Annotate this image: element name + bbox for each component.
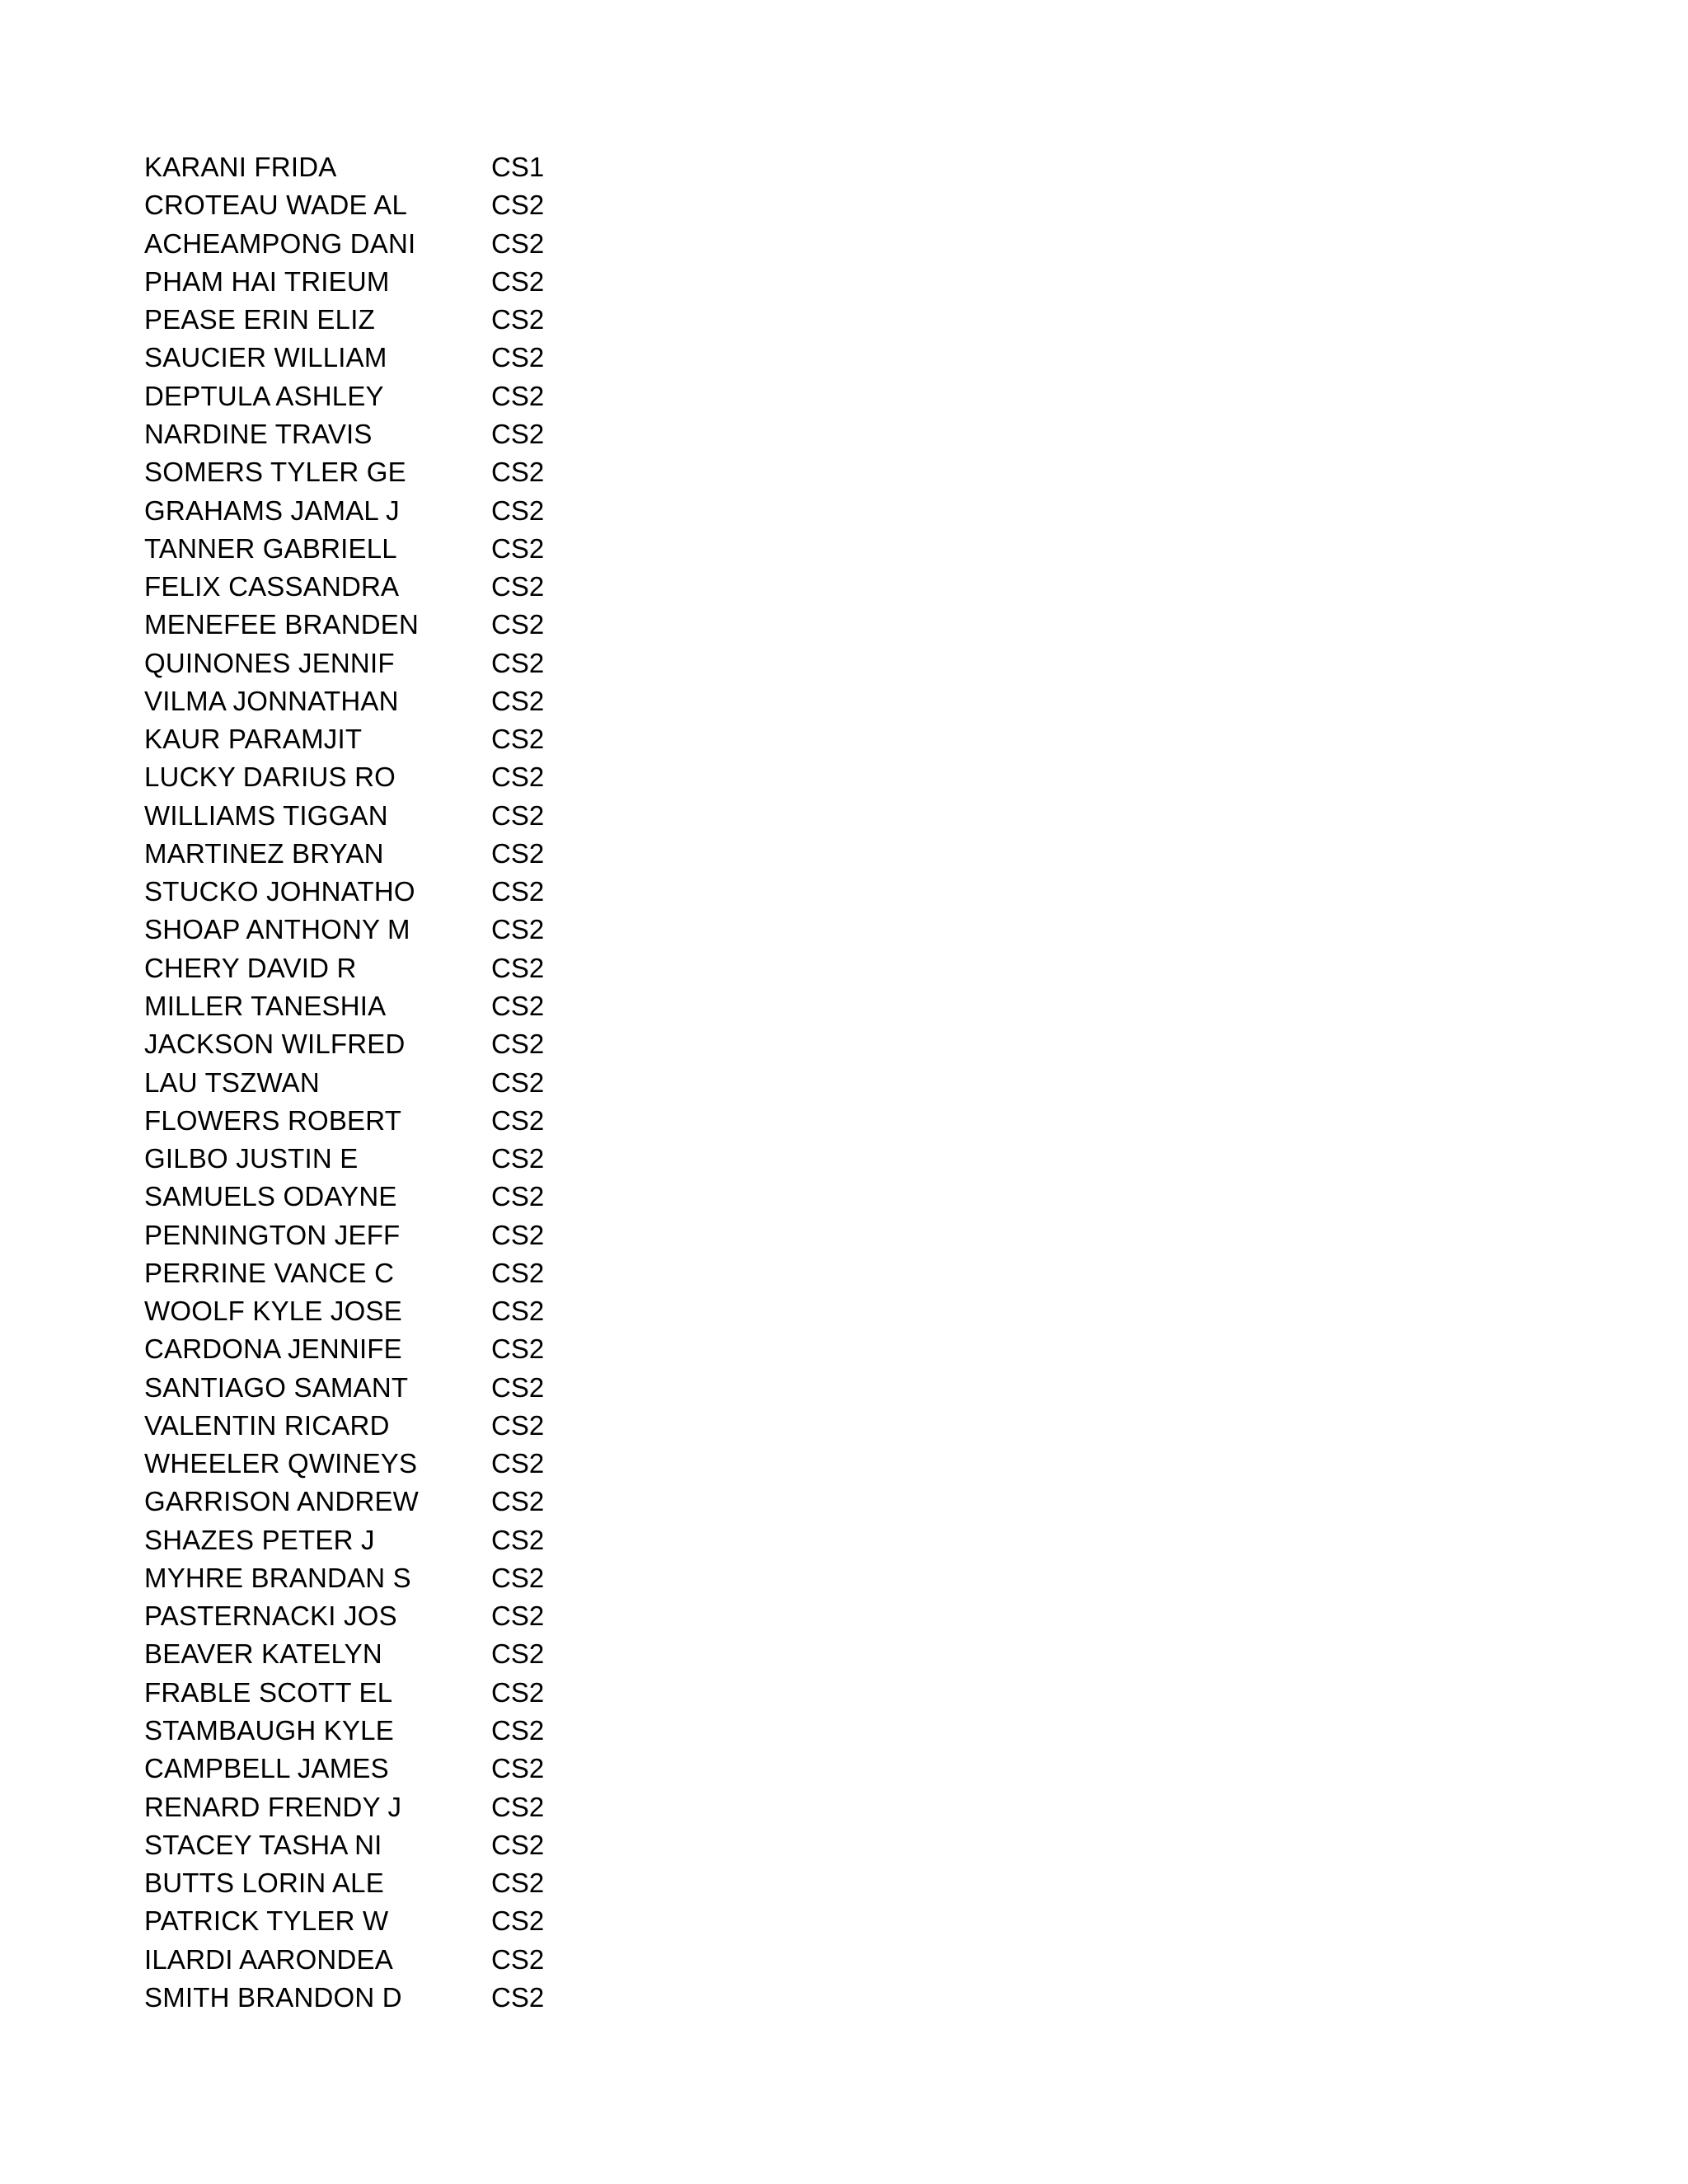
roster-code: CS2: [491, 799, 545, 831]
roster-row: [144, 682, 574, 720]
roster-row: [144, 758, 574, 796]
roster-name: NARDINE TRAVIS: [144, 418, 373, 449]
roster-name: CARDONA JENNIFE: [144, 1333, 402, 1365]
roster-name: PEASE ERIN ELIZ: [144, 304, 375, 335]
roster-name: STUCKO JOHNATHO: [144, 876, 415, 907]
roster-code: CS2: [491, 876, 545, 907]
roster-name: JACKSON WILFRED: [144, 1029, 406, 1060]
roster-name: BEAVER KATELYN: [144, 1638, 382, 1670]
roster-code: CS2: [491, 1486, 545, 1517]
roster-code: CS2: [491, 457, 545, 488]
roster-code: CS2: [491, 609, 545, 640]
roster-code: CS2: [491, 1296, 545, 1327]
roster-name: GRAHAMS JAMAL J: [144, 494, 400, 526]
roster-name: PENNINGTON JEFF: [144, 1219, 401, 1250]
roster-name: ILARDI AARONDEA: [144, 1943, 393, 1975]
roster-name: DEPTULA ASHLEY: [144, 380, 384, 411]
roster-name: SHOAP ANTHONY M: [144, 914, 410, 945]
roster-row: [144, 1369, 574, 1407]
roster-code: CS2: [491, 1143, 545, 1174]
roster-name: CHERY DAVID R: [144, 952, 357, 983]
roster-code: CS2: [491, 265, 545, 297]
roster-row: [144, 1979, 574, 2017]
roster-row: [144, 1292, 574, 1330]
roster-code: CS2: [491, 1981, 545, 2013]
roster-code: CS2: [491, 1715, 545, 1746]
roster-name: SHAZES PETER J: [144, 1524, 375, 1555]
roster-row: [144, 225, 574, 263]
roster-row: [144, 1407, 574, 1445]
roster-code: CS2: [491, 1791, 545, 1822]
roster-name: LAU TSZWAN: [144, 1066, 320, 1098]
roster-name: GILBO JUSTIN E: [144, 1143, 359, 1174]
roster-name: ACHEAMPONG DANI: [144, 227, 416, 259]
roster-row: [144, 1330, 574, 1368]
roster-code: CS2: [491, 1029, 545, 1060]
roster-name: PASTERNACKI JOS: [144, 1601, 397, 1632]
roster-name: FELIX CASSANDRA: [144, 571, 400, 602]
roster-name: MILLER TANESHIA: [144, 990, 387, 1021]
roster-row: [144, 797, 574, 835]
roster-code: CS2: [491, 1104, 545, 1136]
roster-row: [144, 1788, 574, 1825]
roster-row: [144, 1521, 574, 1559]
roster-code: CS2: [491, 494, 545, 526]
roster-row: [144, 1254, 574, 1292]
roster-code: CS2: [491, 837, 545, 869]
roster-row: [144, 1902, 574, 1940]
roster-row: [144, 873, 574, 911]
roster-row: [144, 1025, 574, 1063]
roster-name: SAUCIER WILLIAM: [144, 342, 387, 373]
roster-row: [144, 339, 574, 377]
roster-name: BUTTS LORIN ALE: [144, 1868, 384, 1899]
roster-code: CS2: [491, 190, 545, 221]
roster-row: [144, 1559, 574, 1597]
roster-name: STAMBAUGH KYLE: [144, 1715, 394, 1746]
roster-name: CROTEAU WADE AL: [144, 190, 407, 221]
roster-name: SMITH BRANDON D: [144, 1981, 402, 2013]
roster-name: KAUR PARAMJIT: [144, 724, 363, 755]
roster-code: CS2: [491, 1829, 545, 1860]
roster-name: QUINONES JENNIF: [144, 647, 395, 678]
roster-code: CS2: [491, 1638, 545, 1670]
roster-row: [144, 987, 574, 1025]
roster-code: CS2: [491, 1753, 545, 1784]
roster-name: CAMPBELL JAMES: [144, 1753, 389, 1784]
roster-code: CS2: [491, 1219, 545, 1250]
roster-code: CS2: [491, 1448, 545, 1479]
roster-row: [144, 1712, 574, 1750]
roster-code: CS2: [491, 304, 545, 335]
roster-code: CS2: [491, 1905, 545, 1937]
roster-code: CS1: [491, 152, 545, 183]
roster-name: STACEY TASHA NI: [144, 1829, 382, 1860]
roster-name: MYHRE BRANDAN S: [144, 1562, 411, 1593]
roster-row: [144, 835, 574, 873]
roster-name: VILMA JONNATHAN: [144, 685, 399, 716]
roster-name: FLOWERS ROBERT: [144, 1104, 402, 1136]
roster-code: CS2: [491, 952, 545, 983]
roster-row: [144, 530, 574, 568]
roster-code: CS2: [491, 724, 545, 755]
roster-row: [144, 1178, 574, 1216]
roster-name: RENARD FRENDY J: [144, 1791, 402, 1822]
roster-name: LUCKY DARIUS RO: [144, 762, 396, 793]
roster-name: KARANI FRIDA: [144, 152, 337, 183]
roster-row: [144, 1140, 574, 1178]
roster-code: CS2: [491, 1562, 545, 1593]
roster-name: SAMUELS ODAYNE: [144, 1181, 397, 1212]
roster-code: CS2: [491, 1257, 545, 1288]
roster-code: CS2: [491, 227, 545, 259]
roster-code: CS2: [491, 532, 545, 564]
roster-code: CS2: [491, 1868, 545, 1899]
roster-code: CS2: [491, 990, 545, 1021]
roster-row: [144, 1445, 574, 1483]
roster-name: WILLIAMS TIGGAN: [144, 799, 388, 831]
roster-code: CS2: [491, 1601, 545, 1632]
roster-name: PATRICK TYLER W: [144, 1905, 389, 1937]
roster-row: [144, 644, 574, 682]
roster-name: MARTINEZ BRYAN: [144, 837, 384, 869]
roster-row: [144, 1674, 574, 1712]
roster-code: CS2: [491, 1371, 545, 1403]
roster-code: CS2: [491, 342, 545, 373]
roster-code: CS2: [491, 685, 545, 716]
roster-name: WHEELER QWINEYS: [144, 1448, 418, 1479]
roster-row: [144, 949, 574, 987]
roster-row: [144, 568, 574, 606]
roster-code: CS2: [491, 1066, 545, 1098]
roster-row: [144, 1826, 574, 1864]
roster-row: [144, 911, 574, 949]
roster-name: PHAM HAI TRIEUM: [144, 265, 390, 297]
roster-name: SANTIAGO SAMANT: [144, 1371, 409, 1403]
roster-row: [144, 606, 574, 644]
roster-row: [144, 263, 574, 301]
roster-code: CS2: [491, 647, 545, 678]
roster-code: CS2: [491, 1943, 545, 1975]
roster-code: CS2: [491, 914, 545, 945]
roster-name: MENEFEE BRANDEN: [144, 609, 420, 640]
roster-code: CS2: [491, 1181, 545, 1212]
roster-row: [144, 1940, 574, 1978]
roster-row: [144, 1864, 574, 1902]
roster-row: [144, 148, 574, 186]
roster-code: CS2: [491, 380, 545, 411]
roster-code: CS2: [491, 571, 545, 602]
roster-code: CS2: [491, 1333, 545, 1365]
roster-name: WOOLF KYLE JOSE: [144, 1296, 402, 1327]
roster-row: [144, 491, 574, 529]
roster-row: [144, 1102, 574, 1140]
roster-row: [144, 301, 574, 339]
roster-code: CS2: [491, 418, 545, 449]
roster-row: [144, 415, 574, 453]
roster-row: [144, 453, 574, 491]
roster-list: [144, 148, 574, 2017]
roster-code: CS2: [491, 1524, 545, 1555]
roster-row: [144, 186, 574, 224]
roster-name: FRABLE SCOTT EL: [144, 1676, 393, 1708]
roster-name: PERRINE VANCE C: [144, 1257, 395, 1288]
roster-name: VALENTIN RICARD: [144, 1409, 390, 1441]
roster-name: TANNER GABRIELL: [144, 532, 397, 564]
roster-row: [144, 1750, 574, 1788]
roster-code: CS2: [491, 1409, 545, 1441]
roster-name: SOMERS TYLER GE: [144, 457, 406, 488]
roster-row: [144, 1635, 574, 1673]
roster-code: CS2: [491, 762, 545, 793]
roster-row: [144, 1216, 574, 1254]
roster-name: GARRISON ANDREW: [144, 1486, 420, 1517]
roster-row: [144, 1483, 574, 1521]
roster-code: CS2: [491, 1676, 545, 1708]
roster-row: [144, 377, 574, 415]
roster-row: [144, 1063, 574, 1101]
roster-row: [144, 720, 574, 758]
roster-row: [144, 1597, 574, 1635]
